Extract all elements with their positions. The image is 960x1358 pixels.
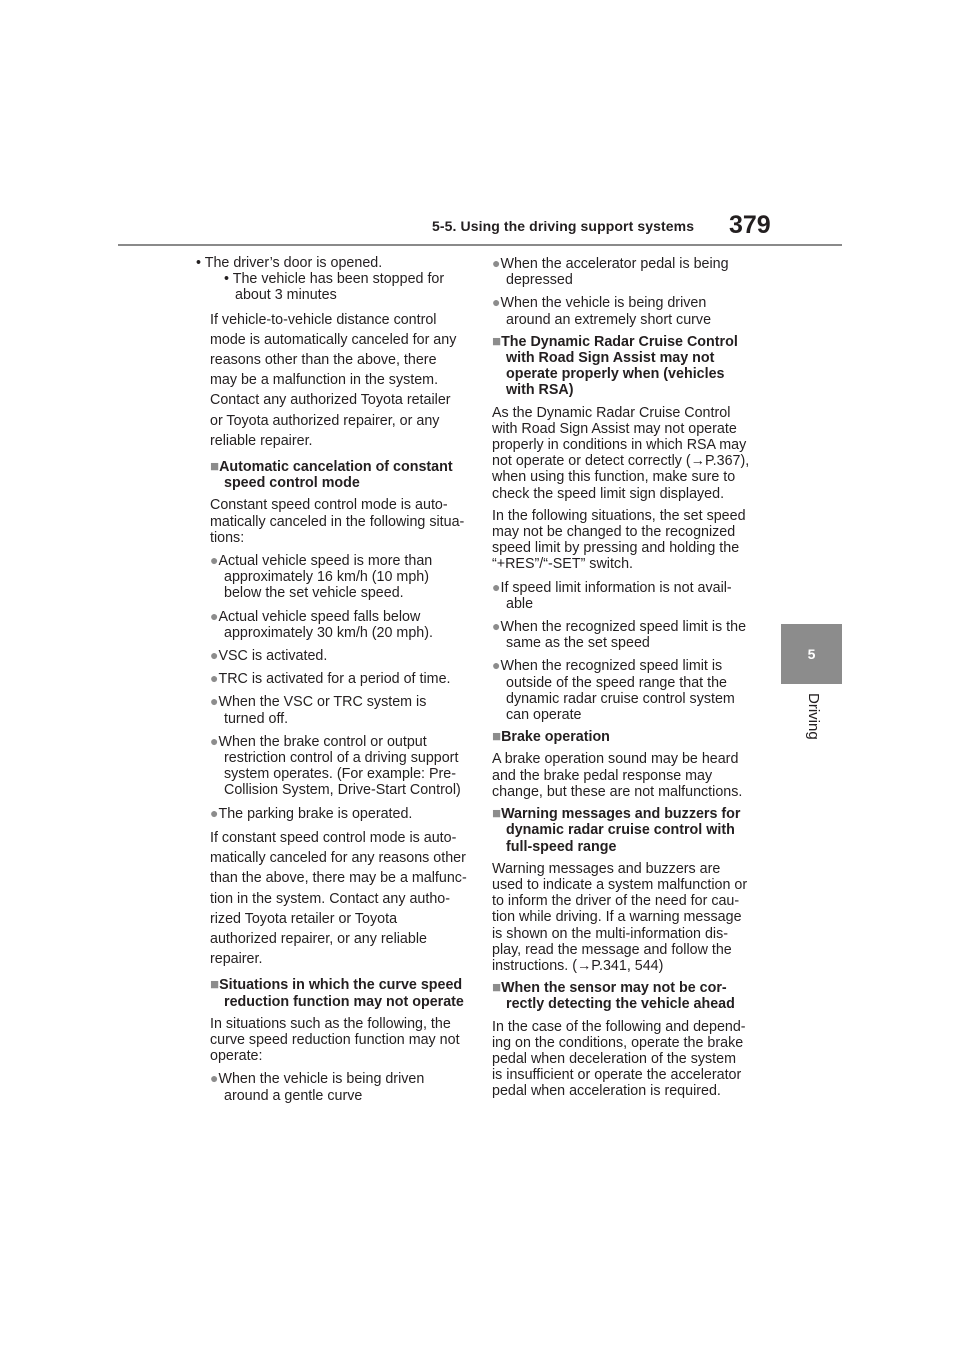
section-heading: ■Automatic cancelation of constant speed control mode: [210, 458, 453, 492]
paragraph-line: or Toyota authorized repairer, or any: [210, 412, 440, 429]
list-item: ●When the accelerator pedal is being depressed: [492, 255, 729, 289]
header-rule: [118, 244, 842, 246]
section-heading: ■Warning messages and buzzers for dynamic radar cruise control with full-speed range: [492, 805, 741, 855]
list-item: ●When the recognized speed limit is the same as the set speed: [492, 618, 747, 652]
list-item: ●When the vehicle is being driven around an extremely short curve: [492, 294, 712, 328]
paragraph: Warning messages and buzzers are used to indicate a system malfunction or to inform the driver of the need for cau-tion while driving. If a warning message is shown on the multi-information dis-play, read the message and follow the instructions. (→P.341, 544): [492, 860, 748, 974]
circle-bullet-icon: ●: [210, 693, 219, 710]
circle-bullet-icon: ●: [492, 618, 501, 635]
header-section-title: 5-5. Using the driving support systems: [432, 218, 695, 234]
section-heading: ■The Dynamic Radar Cruise Control with Road Sign Assist may not operate properly when (vehicles with RSA): [492, 332, 738, 399]
square-bullet-icon: ■: [210, 976, 220, 994]
circle-bullet-icon: ●: [492, 294, 501, 311]
paragraph: A brake operation sound may be heard and the brake pedal response may change, but these are not malfunctions.: [492, 751, 743, 800]
left-column: [196, 255, 468, 1104]
chapter-tab: 5: [781, 624, 842, 684]
list-item: ●The parking brake is operated.: [210, 804, 413, 822]
paragraph-line: may be a malfunction in the system.: [210, 372, 439, 389]
list-item: ●VSC is activated.: [210, 647, 328, 665]
paragraph-line: authorized repairer, or any reliable: [210, 930, 427, 947]
list-item: ●Actual vehicle speed is more than approximately 16 km/h (10 mph) below the set vehicle speed.: [210, 552, 433, 602]
square-bullet-icon: ■: [492, 805, 502, 823]
paragraph: As the Dynamic Radar Cruise Control with Road Sign Assist may not operate properly in conditions in which RSA may not operate or detect correctly (→P.367), when using this function, make sure to check the speed limit sign displayed.: [492, 404, 750, 502]
bullet-item: • The vehicle has been stopped for about 3 minutes: [224, 271, 445, 304]
list-item: ●When the vehicle is being driven around a gentle curve: [210, 1070, 425, 1104]
square-bullet-icon: ■: [210, 458, 220, 476]
paragraph-line: tion in the system. Contact any autho-: [210, 890, 450, 907]
paragraph-line: If constant speed control mode is auto-: [210, 829, 457, 846]
section-heading: ■When the sensor may not be cor-rectly detecting the vehicle ahead: [492, 979, 735, 1013]
circle-bullet-icon: ●: [492, 657, 501, 674]
paragraph-line: Contact any authorized Toyota retailer: [210, 392, 451, 409]
paragraph-line: reasons other than the above, there: [210, 352, 437, 369]
list-item: ●When the VSC or TRC system is turned off.: [210, 693, 427, 727]
paragraph: In situations such as the following, the curve speed reduction function may not operate:: [210, 1015, 460, 1065]
chapter-tab-label: Driving: [805, 693, 822, 740]
list-item: ●TRC is activated for a period of time.: [210, 670, 451, 688]
paragraph-line: mode is automatically canceled for any: [210, 331, 457, 348]
list-item: ●Actual vehicle speed falls below approximately 30 km/h (20 mph).: [210, 607, 433, 641]
circle-bullet-icon: ●: [210, 804, 219, 821]
circle-bullet-icon: ●: [210, 670, 219, 687]
paragraph-line: repairer.: [210, 951, 263, 968]
section-heading: ■Brake operation: [492, 728, 610, 746]
page-number: 379: [729, 211, 771, 239]
bullet-item: • The driver’s door is opened.: [196, 255, 383, 271]
paragraph-line: matically canceled for any reasons other: [210, 850, 466, 867]
square-bullet-icon: ■: [492, 728, 502, 746]
paragraph: In the following situations, the set speed may not be changed to the recognized speed limit by pressing and holding the “+RES”/“-SET” switch.: [492, 507, 746, 573]
paragraph-line: than the above, there may be a malfunc-: [210, 870, 467, 887]
paragraph-line: If vehicle-to-vehicle distance control: [210, 311, 437, 328]
circle-bullet-icon: ●: [210, 1070, 219, 1087]
right-column: [492, 255, 750, 1100]
paragraph: Constant speed control mode is auto-matically canceled in the following situa-tions:: [210, 497, 465, 546]
circle-bullet-icon: ●: [492, 255, 501, 271]
list-item: ●If speed limit information is not avail-able: [492, 578, 732, 612]
circle-bullet-icon: ●: [492, 578, 501, 595]
list-item: ●When the brake control or output restriction control of a driving support system operates. (For example: Pre-Collision System, Drive-Start Control): [210, 732, 461, 799]
paragraph: In the case of the following and depend-ing on the conditions, operate the brake pedal when deceleration of the system is insufficient or operate the accelerator pedal when acceleration is required.: [492, 1018, 746, 1100]
square-bullet-icon: ■: [492, 332, 502, 350]
list-item: ●When the recognized speed limit is outside of the speed range that the dynamic radar cruise control system can operate: [492, 657, 735, 724]
section-heading: ■Situations in which the curve speed reduction function may not operate: [210, 976, 464, 1010]
circle-bullet-icon: ●: [210, 647, 219, 664]
circle-bullet-icon: ●: [210, 607, 219, 624]
circle-bullet-icon: ●: [210, 732, 219, 749]
square-bullet-icon: ■: [492, 979, 502, 997]
circle-bullet-icon: ●: [210, 552, 219, 569]
paragraph-line: reliable repairer.: [210, 432, 313, 449]
paragraph-line: rized Toyota retailer or Toyota: [210, 910, 398, 927]
